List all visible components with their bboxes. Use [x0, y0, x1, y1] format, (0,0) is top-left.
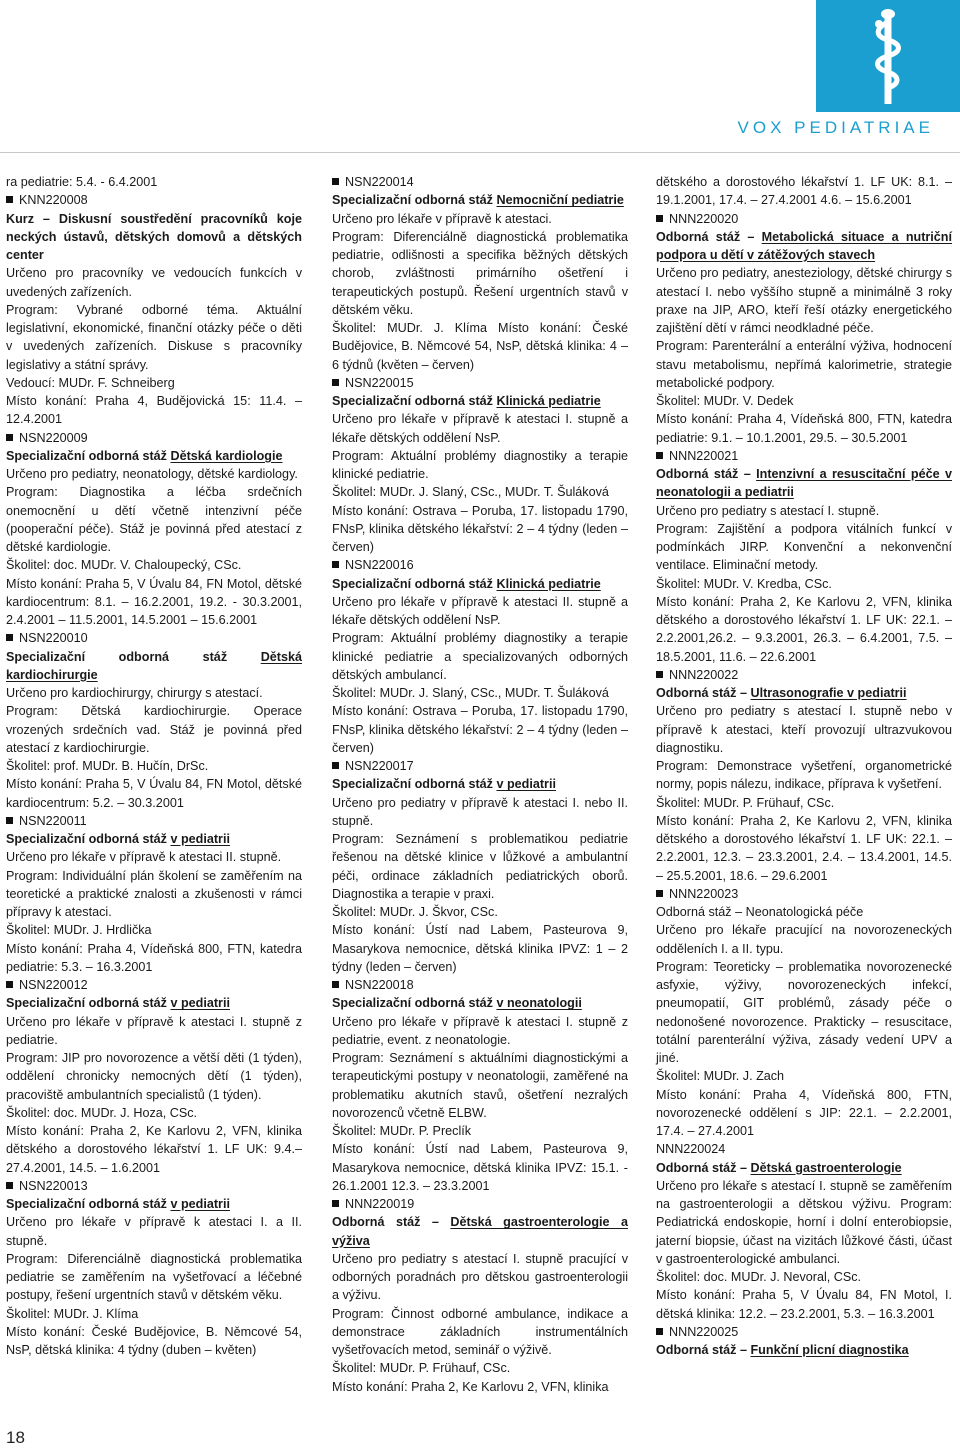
course-topic: Nemocniční pediatrie: [496, 193, 624, 208]
body-text: Místo konání: Praha 2, Ke Karlovu 2, VFN, klinika: [332, 1379, 609, 1394]
course-code: NSN220015: [332, 374, 628, 392]
body-text: Určeno pro lékaře v přípravě k atestaci I. a II. stupně.: [6, 1215, 302, 1248]
course-title: [656, 465, 952, 502]
course-title: [656, 1341, 952, 1359]
body-text: Program: Zajištění a podpora vitálních funkcí v podmínkách JIRP. Konvenční a nekonvenční ventilace. Eliminační metody.: [656, 521, 952, 573]
course-type: Specializační odborná stáž: [6, 649, 261, 664]
journal-logo: [816, 0, 960, 112]
body-text: Určeno pro lékaře v přípravě k atestaci.: [332, 211, 552, 226]
body-text: Školitel: prof. MUDr. B. Hučín, DrSc.: [6, 759, 209, 773]
course-topic: Dětská gastroenterologie: [750, 1160, 902, 1175]
body-text: Místo konání: Praha 4, Budějovická 15: 11.4. – 12.4.2001: [6, 394, 302, 427]
body-text: ra pediatrie: 5.4. - 6.4.2001: [6, 175, 158, 189]
body-text: dětského a dorostového lékařství 1. LF UK: 8.1. – 19.1.2001, 17.4. – 27.4.2001 4.6. – 15.6.2001: [656, 175, 952, 208]
body-text: Místo konání: Ústí nad Labem, Pasteurova 9, Masarykova nemocnice, dětská klinika IPVZ: 15.1. - 26.1.2001 12.3. – 23.3.2001: [332, 1142, 628, 1193]
body-text: Určeno pro lékaře v přípravě k atestaci II. stupně.: [6, 850, 282, 865]
course-title: [6, 648, 302, 685]
body-text: Školitel: MUDr. P. Frühauf, CSc.: [332, 1361, 511, 1376]
course-code: NSN220009: [6, 429, 302, 447]
course-title: [6, 830, 302, 848]
course-topic: v pediatrii: [170, 1197, 230, 1211]
body-text: Místo konání: Ostrava – Poruba, 17. listopadu 1790, FNsP, klinika dětského lékařství: 2 – 4 týdny (leden – červen): [332, 503, 628, 554]
course-topic: Dětská kardiologie: [170, 448, 283, 463]
body-text: Určeno pro pediatry, neonatology, dětské kardiology.: [6, 467, 298, 481]
body-text: Školitel: MUDr. J. Škvor, CSc.: [332, 905, 498, 919]
body-text: Určeno pro pediatry s atestací I. stupně pracující v odborných poradnách pro dětskou gastroenterologii a výživu.: [332, 1251, 628, 1303]
body-text: Školitel: MUDr. J. Slaný, CSc., MUDr. T. Šuláková: [332, 485, 609, 500]
body-text: Místo konání: Ústí nad Labem, Pasteurova 9, Masarykova nemocnice, dětská klinika IPVZ: 1 – 2 týdny (leden – červen): [332, 923, 628, 974]
body-text: Program: Diferenciálně diagnostická problematika pediatrie, odlišnosti a specifika běžných dětských chorob, zvláštnosti primárního ošetření i terapeutických postupů. Řešení urgentních stavů v dětském věku.: [332, 229, 628, 317]
body-text: Školitel: MUDr. V. Kredba, CSc.: [656, 576, 832, 591]
course-topic: Funkční plicní diagnostika: [750, 1343, 909, 1357]
course-code: NNN220020: [656, 210, 952, 228]
body-text: Program: Činnost odborné ambulance, indikace a demonstrace základních instrumentálních vyšetřovacích metod, seminář o výživě.: [332, 1306, 628, 1357]
body-text: Program: Diagnostika a léčba srdečních onemocnění u dětí včetně intenzivní péče (pooperační péče). Stáž je povinná před atestací z dětské kardiologie.: [6, 485, 302, 554]
journal-title: VOX PEDIATRIAE: [737, 118, 934, 137]
course-topic: Dětská kardiochirurgie: [6, 649, 302, 682]
body-text: Místo konání: Praha 4, Vídeňská 800, FTN, novorozenecké oddělení s JIP: 22.1. – 2.2.2001, 17.4. – 27.4.2001: [656, 1087, 952, 1138]
course-type: Specializační odborná stáž: [332, 394, 497, 408]
course-title: [332, 775, 628, 793]
course-code: NNN220023: [656, 885, 952, 903]
body-text: Místo konání: Praha 5, V Úvalu 84, FN Motol, dětské kardiocentrum: 8.1. – 16.2.2001, 19.2. - 30.3.2001, 2.4.2001 – 11.5.2001, 14.5.2001 – 15.6.2001: [6, 576, 302, 627]
body-text: Školitel: MUDr. P. Frühauf, CSc.: [656, 795, 835, 810]
body-text: Určeno pro kardiochirurgy, chirurgy s atestací.: [6, 686, 263, 700]
course-type: Specializační odborná stáž: [6, 832, 171, 846]
course-type: Specializační odborná stáž: [6, 996, 171, 1011]
course-title: [332, 575, 628, 593]
body-text: Určeno pro lékaře v přípravě k atestaci II. stupně a lékaře dětských oddělení NsP.: [332, 594, 628, 627]
course-topic: Metabolická situace a nutriční podpora u dětí v zátěžových stavech: [656, 229, 952, 262]
course-type: Odborná stáž –: [656, 1160, 751, 1175]
body-text: Školitel: doc. MUDr. J. Nevoral, CSc.: [656, 1270, 862, 1284]
course-code: NSN220014: [332, 173, 628, 191]
body-text: Program: Parenterální a enterální výživa, hodnocení stavu metabolismu, nepřímá kalorimetrie, strategie metabolické podpory.: [656, 339, 952, 390]
body-text: Vedoucí: MUDr. F. Schneiberg: [6, 375, 175, 390]
course-title: [656, 684, 952, 702]
body-text: Program: Teoreticky – problematika novorozenecké asfyxie, výživy, novorozeneckých infekcí, pneumopatií, GIT problémů, zásady péče o nedonošené novorozence. Prakticky – resuscitace, totální parenterální výživa, zásady vedení UPV a jiné.: [656, 959, 952, 1065]
course-type: Specializační odborná stáž: [332, 777, 497, 792]
course-type: Specializační odborná stáž: [6, 448, 171, 463]
course-code: NNN220021: [656, 447, 952, 465]
body-text: Určeno pro pediatry, anesteziology, dětské chirurgy s atestací I. nebo vyššího stupně a minimálně 3 roky praxe na JIP, ARO, kteří řeší otázky energetického zajištění dětí v rámci neodkladné péče.: [656, 266, 952, 335]
course-code: NNN220025: [656, 1323, 952, 1341]
body-text: Školitel: MUDr. J. Klíma: [6, 1306, 139, 1321]
body-text: Místo konání: Praha 5, V Úvalu 84, FN Motol, I. dětská klinika: 12.2. – 23.2.2001, 5.3. – 16.3.2001: [656, 1288, 952, 1321]
body-text: Školitel: MUDr. V. Dedek: [656, 394, 794, 408]
body-text: Školitel: MUDr. P. Preclík: [332, 1124, 472, 1138]
body-text: Školitel: MUDr. J. Klíma Místo konání: České Budějovice, B. Němcové 54, NsP, dětská klinika: 4 – 6 týdnů (květen – červen): [332, 321, 628, 372]
body-text: Program: Aktuální problémy diagnostiky a terapie klinické pediatrie.: [332, 448, 628, 481]
course-topic: v pediatrii: [496, 777, 556, 792]
body-text: Určeno pro pediatry s atestací I. stupně nebo v přípravě k atestaci, kteří provozují ultrazvukovou diagnostiku.: [656, 704, 952, 755]
body-text: Určeno pro lékaře v přípravě k atestaci I. stupně z pediatrie.: [6, 1014, 302, 1047]
course-title: [332, 392, 628, 410]
body-text: Program: Dětská kardiochirurgie. Operace vrozených srdečních vad. Stáž je povinná před atestací z kardiochirurgie.: [6, 704, 302, 755]
body-text: Určeno pro lékaře s atestací I. stupně se zaměřením na gastroenterologii a dětskou výživu. Program: Pediatrická endoskopie, horní i dolní enterobiopsie, jaterní biopsie, účast na vizitách lůžkové části, účast v gastroenterologické ambulanci.: [656, 1178, 952, 1266]
body-text: Místo konání: Praha 2, Ke Karlovu 2, VFN, klinika dětského a dorostového lékařství 1. LF UK: 22.1. – 2.2.2001, 12.3. – 23.3.2001, 2.4. – 13.4.2001, 14.5. – 25.5.2001, 18.6. – 29.6.2001: [656, 813, 952, 883]
body-text: Místo konání: Praha 2, Ke Karlovu 2, VFN, klinika dětského a dorostového lékařství 1. LF UK: 22.1. – 2.2.2001,26.2. – 9.3.2001, 26.3. – 6.4.2001, 7.5. – 18.5.2001, 11.6. – 22.6.2001: [656, 594, 952, 664]
body-text: Školitel: doc. MUDr. V. Chaloupecký, CSc.: [6, 558, 242, 573]
body-text: Školitel: doc. MUDr. J. Hoza, CSc.: [6, 1105, 198, 1120]
body-text: Program: Aktuální problémy diagnostiky a terapie klinické pediatrie a specializovaných odborných dětských ambulancí.: [332, 631, 628, 682]
course-type: Odborná stáž –: [656, 229, 762, 244]
course-code: NNN220019: [332, 1195, 628, 1213]
body-text: Školitel: MUDr. J. Zach: [656, 1069, 785, 1084]
course-type: Specializační odborná stáž: [6, 1197, 171, 1211]
page-number: 18: [6, 1428, 25, 1447]
course-topic: Klinická pediatrie: [496, 394, 601, 408]
course-code: NSN220016: [332, 556, 628, 574]
body-text: Program: Diferenciálně diagnostická problematika pediatrie se zaměřením na vyšetřovací a léčebné postupy, řešení urgentních stavů v dětském věku.: [6, 1251, 302, 1303]
course-title: [656, 1159, 952, 1177]
course-type: Odborná stáž –: [656, 467, 757, 481]
course-title: [6, 994, 302, 1012]
body-text: Školitel: MUDr. J. Hrdlička: [6, 923, 152, 938]
body-text: Školitel: MUDr. J. Slaný, CSc., MUDr. T. Šuláková: [332, 686, 609, 700]
course-topic: Ultrasonografie v pediatrii: [750, 686, 907, 700]
course-title: [6, 1195, 302, 1213]
course-topic: v neonatologii: [496, 996, 582, 1011]
body-text: Program: Demonstrace vyšetření, organometrické normy, popis nálezu, indikace, příprava k vyšetření.: [656, 759, 952, 792]
course-title: [656, 228, 952, 265]
body-text: Program: Seznámení s aktuálními diagnostickými a terapeutickými postupy v neonatologii, zaměřené na problematiku akutních stavů, ošetření nezralých novorozenců včetně ELBW.: [332, 1051, 628, 1120]
course-title: [6, 447, 302, 465]
course-type: Odborná stáž –: [656, 686, 751, 700]
body-text: Určeno pro pediatry v přípravě k atestaci I. nebo II. stupně.: [332, 795, 628, 828]
body-text: Místo konání: České Budějovice, B. Němcové 54, NsP, dětská klinika: 4 týdny (duben – květen): [6, 1324, 302, 1357]
body-text: Určeno pro lékaře v přípravě k atestaci I. stupně z pediatrie, event. z neonatologie.: [332, 1014, 628, 1047]
body-text: Program: Vybrané odborné téma. Aktuální legislativní, ekonomické, finanční otázky péče o děti v uvedených zařízeních. Diskuse s pracovníky legislativy a státní správy.: [6, 302, 302, 372]
course-code: NSN220017: [332, 757, 628, 775]
course-type: Specializační odborná stáž: [332, 193, 497, 208]
body-text: Místo konání: Praha 4, Vídeňská 800, FTN, katedra pediatrie: 9.1. – 10.1.2001, 29.5. – 30.5.2001: [656, 412, 952, 445]
course-title: Kurz – Diskusní soustředění pracovníků koje neckých ústavů, dětských domovů a dětských center: [6, 211, 302, 262]
course-line: Odborná stáž – Neonatologická péče: [656, 905, 864, 919]
course-topic: Dětská gastroenterologie a výživa: [332, 1215, 628, 1248]
caduceus-icon: [816, 0, 960, 112]
body-text: Místo konání: Praha 2, Ke Karlovu 2, VFN, klinika dětského a dorostového lékařství 1. LF UK: 9.4.– 27.4.2001, 14.5. – 1.6.2001: [6, 1124, 302, 1175]
course-topic: v pediatrii: [170, 832, 230, 846]
column-1: [6, 173, 302, 1359]
body-text: Program: Individuální plán školení se zaměřením na teoretické a praktické znalosti a zkušenosti v rámci přípravy k atestaci.: [6, 868, 302, 919]
course-code: NSN220013: [6, 1177, 302, 1195]
body-text: Program: JIP pro novorozence a větší děti (1 týden), oddělení chronicky nemocných dětí (1 týden), pracoviště ambulantních specialistů (1 týden).: [6, 1051, 302, 1102]
course-type: Specializační odborná stáž: [332, 996, 497, 1011]
column-3: [656, 173, 952, 1359]
course-topic: Klinická pediatrie: [496, 576, 601, 591]
course-code: NSN220011: [6, 812, 302, 830]
course-code: NNN220022: [656, 666, 952, 684]
body-text: Místo konání: Praha 5, V Úvalu 84, FN Motol, dětské kardiocentrum: 5.2. – 30.3.2001: [6, 777, 302, 810]
course-code: NSN220018: [332, 976, 628, 994]
course-code: NSN220012: [6, 976, 302, 994]
course-title: [332, 994, 628, 1012]
body-text: Určeno pro pediatry s atestací I. stupně.: [656, 503, 880, 518]
course-type: Specializační odborná stáž: [332, 576, 497, 591]
body-text: Určeno pro pracovníky ve vedoucích funkcích v uvedených zařízeních.: [6, 266, 302, 299]
body-text: Program: Seznámení s problematikou pediatrie řešenou na dětské klinice v lůžkové a ambulantní péči, ordinace základních pediatrických oborů. Diagnostika a terapie v praxi.: [332, 832, 628, 901]
course-line: NNN220024: [656, 1142, 726, 1157]
course-code: NSN220010: [6, 629, 302, 647]
course-topic: Intenzivní a resuscitační péče v neonatologii a pediatrii: [656, 467, 952, 500]
body-text: Místo konání: Praha 4, Vídeňská 800, FTN, katedra pediatrie: 5.3. – 16.3.2001: [6, 941, 302, 974]
course-type: Odborná stáž –: [656, 1343, 751, 1357]
body-text: Místo konání: Ostrava – Poruba, 17. listopadu 1790, FNsP, klinika dětského lékařství: 2 – 4 týdny (leden – červen): [332, 704, 628, 755]
header-rule: [0, 152, 960, 153]
course-code: KNN220008: [6, 191, 302, 209]
column-2: [332, 173, 628, 1396]
course-title: [332, 191, 628, 209]
body-text: Určeno pro lékaře pracující na novorozeneckých odděleních I. a II. typu.: [656, 923, 952, 956]
course-type: Odborná stáž –: [332, 1215, 451, 1230]
course-topic: v pediatrii: [170, 996, 230, 1011]
body-text: Určeno pro lékaře v přípravě k atestaci I. stupně a lékaře dětských oddělení NsP.: [332, 412, 628, 445]
course-title: [332, 1213, 628, 1250]
